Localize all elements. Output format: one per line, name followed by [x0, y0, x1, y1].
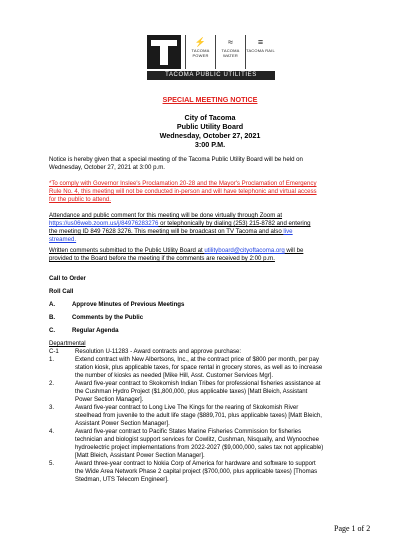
- roll-call: Roll Call: [49, 288, 74, 295]
- header-org: City of Tacoma: [184, 113, 236, 122]
- call-to-order: Call to Order: [49, 275, 86, 282]
- utility-board-email-link[interactable]: utilityboard@cityoftacoma.org: [204, 247, 285, 254]
- item-4-line-2: technician and biologist support services for Cowlitz, Cushman, Nisqually, and Wynoochee: [75, 436, 320, 443]
- resolution-text: Resolution U-11283 - Award contracts and approve purchase:: [75, 348, 242, 355]
- item-4-line-1: Award five-year contract to Pacific States Marine Fisheries Commission for fisheries: [75, 428, 302, 435]
- covid-line-3: for the public to attend.: [49, 196, 111, 203]
- live-stream-link[interactable]: live: [283, 228, 293, 235]
- departmental-heading: Departmental: [49, 340, 86, 347]
- resolution-number: C-1: [49, 348, 59, 355]
- tacoma-t-logo-icon: [147, 35, 181, 69]
- intro-line-2: Wednesday, October 27, 2021 at 3:00 p.m.: [49, 164, 165, 171]
- attendance-line-1: Attendance and public comment for this meeting will be done virtually through Zoom at: [49, 212, 283, 219]
- logo-divisions: [185, 35, 275, 69]
- rail-icon: ≡: [257, 37, 264, 47]
- section-b-label: Comments by the Public: [72, 314, 144, 321]
- written-line-2: provided to the Board before the meeting if the comments are received by 2:00 p.m.: [49, 255, 275, 262]
- written-line-1: Written comments submitted to the Public Utility Board at utilityboard@cityoftacoma.org will be: [49, 247, 304, 254]
- power-icon: ⚡: [194, 37, 207, 47]
- item-1-line-3: the number of kiosks as needed [Mike Hill, Asst. Customer Services Mgr].: [75, 372, 274, 379]
- item-4-line-4: [Matt Bleich, Assistant Power Section Manager].: [75, 452, 205, 459]
- item-3-line-2: steelhead from juvenile to the adult life stage ($889,701, plus applicable taxes) [Matt Bleich,: [75, 412, 322, 419]
- logo-division-rail: ≡ TACOMA RAIL: [245, 35, 275, 69]
- section-c-label: Regular Agenda: [72, 327, 119, 334]
- item-2-line-2: the Cushman Hydro Project ($1,800,000, plus applicable taxes) [Matt Bleich, Assistant: [75, 388, 308, 395]
- header-date: Wednesday, October 27, 2021: [159, 131, 261, 140]
- logo-band: TACOMA PUBLIC UTILITIES: [147, 71, 275, 80]
- covid-line-2: Rule No. 4, this meeting will not be conducted in-person and will have telephonic and virtual access: [49, 188, 317, 195]
- item-3-line-1: Award five-year contract to Long Live The Kings for the rearing of Skokomish River: [75, 404, 299, 411]
- tacoma-public-utilities-logo: [147, 35, 275, 81]
- covid-line-1: *To comply with Governor Inslee's Proclamation 20-28 and the Mayor's Proclamation of Emergency: [49, 180, 317, 187]
- item-5-line-1: Award three-year contract to Nokia Corp of America for hardware and software to support: [75, 460, 316, 467]
- notice-title: SPECIAL MEETING NOTICE: [162, 95, 258, 104]
- item-3-number: 3.: [49, 404, 55, 411]
- item-5-number: 5.: [49, 460, 55, 467]
- attendance-line-2: https://us06web.zoom.us/j/84976283276 or telephonically by dialing (253) 215-8782 and entering: [49, 220, 311, 227]
- item-1-line-2: station kiosk, plus applicable taxes, for space rental in grocery stores, as well as to increase: [75, 364, 323, 371]
- item-5-line-3: Stedman, UTS Telecom Engineer].: [75, 476, 169, 483]
- item-4-line-3: hydroelectric project implementations from 2022-2027 ($9,000,000, sales tax not applicable): [75, 444, 324, 451]
- item-2-line-1: Award five-year contract to Skokomish Indian Tribes for professional fisheries assistance at: [75, 380, 321, 387]
- page-number: Page 1 of 2: [334, 524, 371, 533]
- header-time: 3:00 P.M.: [194, 140, 226, 149]
- section-a-label: Approve Minutes of Previous Meetings: [72, 301, 185, 308]
- logo-division-water: ≈ TACOMA WATER: [215, 35, 245, 69]
- live-stream-link-continued[interactable]: streamed.: [49, 236, 77, 243]
- intro-line-1: Notice is hereby given that a special meeting of the Tacoma Public Utility Board will be held on: [49, 156, 303, 163]
- logo-division-power: ⚡ TACOMA POWER: [185, 35, 215, 69]
- item-1-number: 1.: [49, 356, 55, 363]
- item-2-number: 2.: [49, 380, 55, 387]
- item-1-line-1: Extend contract with New Albertsons, Inc., at the contract price of $800 per month, per pay: [75, 356, 319, 363]
- section-b-letter: B.: [49, 314, 56, 321]
- item-5-line-2: the Wide Area Network Phase 2 capital project ($700,000, plus applicable taxes) [Thomas: [75, 468, 318, 475]
- item-4-number: 4.: [49, 428, 55, 435]
- section-a-letter: A.: [49, 301, 56, 308]
- water-icon: ≈: [228, 37, 233, 47]
- attendance-line-3: the meeting ID 849 7628 3276. This meeting will be broadcast on TV Tacoma and also live: [49, 228, 293, 235]
- item-3-line-3: Assistant Power Section Manager].: [75, 420, 170, 427]
- section-c-letter: C.: [49, 327, 56, 334]
- item-2-line-3: Power Section Manager].: [75, 396, 144, 403]
- zoom-link[interactable]: https://us06web.zoom.us/j/84976283276: [49, 220, 159, 227]
- attendance-line-4: [49, 236, 76, 243]
- header-board: Public Utility Board: [176, 122, 244, 131]
